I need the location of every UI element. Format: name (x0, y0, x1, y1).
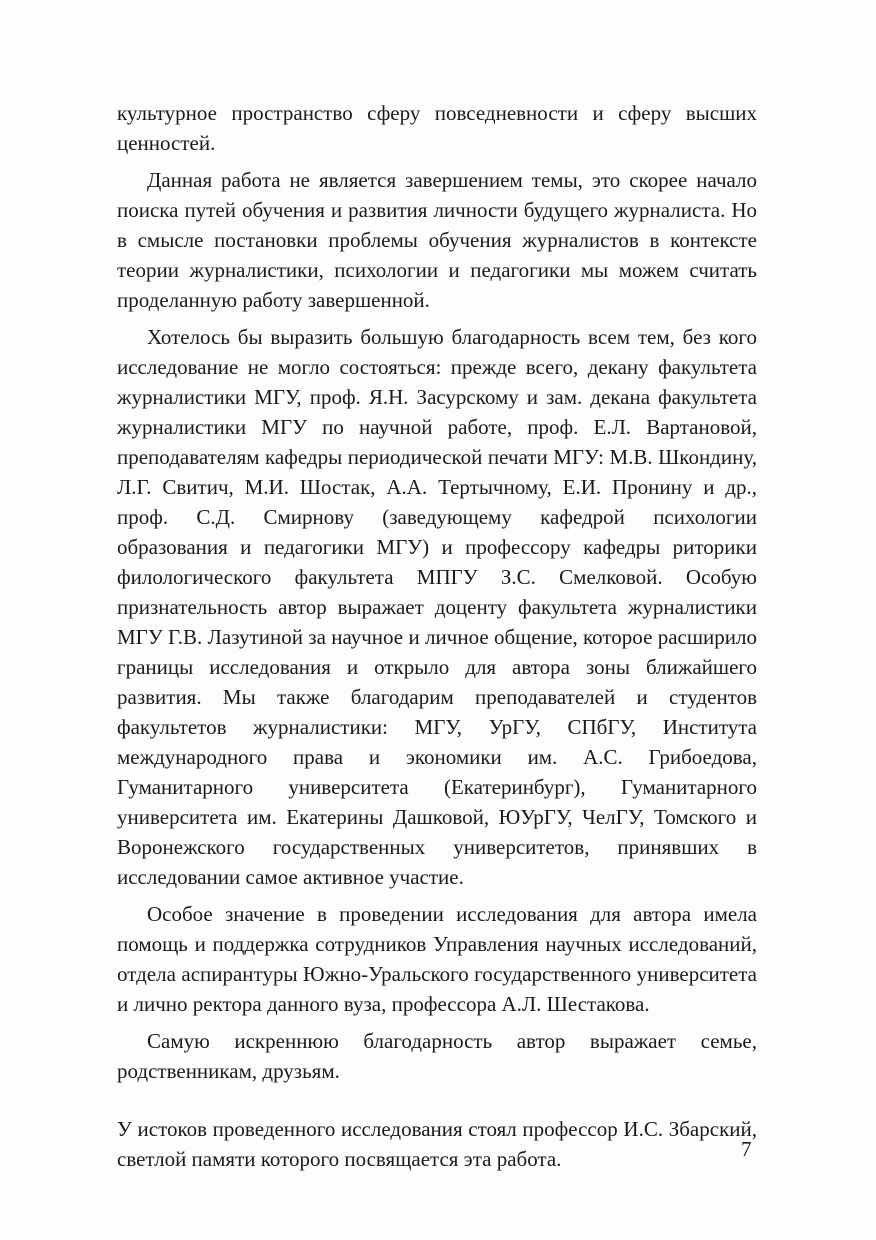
body-text (117, 98, 757, 1181)
dedication: У истоков проведенного исследования стоял профессор И.С. Збарский, светлой памяти которого посвящается эта работа. (117, 1117, 757, 1171)
page-number: 7 (741, 1137, 752, 1161)
paragraph-family-thanks: Самую искреннюю благодарность автор выражает семье, родственникам, друзьям. (117, 1029, 757, 1083)
paragraph-work-scope: Данная работа не является завершением темы, это скорее начало поиска путей обучения и развития личности будущего журналиста. Но в смысле постановки проблемы обучения журналистов в контексте теории журналистики, психологии и педагогики мы можем считать проделанную работу завершенной. (117, 168, 757, 312)
paragraph-university-support: Особое значение в проведении исследования для автора имела помощь и поддержка сотрудников Управления научных исследований, отдела аспирантуры Южно-Уральского государственного университета и лично ректора данного вуза, профессора А.Л. Шестакова. (117, 902, 757, 1016)
paragraph-acknowledgements: Хотелось бы выразить большую благодарность всем тем, без кого исследование не могло состояться: прежде всего, декану факультета журналистики МГУ, проф. Я.Н. Засурскому и зам. декана факультета журналистики МГУ по научной работе, проф. Е.Л. Вартановой, преподавателям кафедры периодической печати МГУ: М.В. Шкондину, Л.Г. Свитич, М.И. Шостак, А.А. Тертычному, Е.И. Пронину и др., проф. С.Д. Смирнову (заведующему кафедрой психологии образования и педагогики МГУ) и профессору кафедры риторики филологического факультета МПГУ З.С. Смелковой. Особую признательность автор выражает доценту факультета журналистики МГУ Г.В. Лазутиной за научное и личное общение, которое расширило границы исследования и открыло для автора зоны ближайшего развития. Мы также благодарим преподавателей и студентов факультетов журналистики: МГУ, УрГУ, СПбГУ, Института международного права и экономики им. А.С. Грибоедова, Гуманитарного университета (Екатеринбург), Гуманитарного университета им. Екатерины Дашковой, ЮУрГУ, ЧелГУ, Томского и Воронежского государственных университетов, принявших в исследовании самое активное участие. (117, 325, 757, 889)
paragraph-continuation: культурное пространство сферу повседневности и сферу высших ценностей. (117, 101, 757, 155)
